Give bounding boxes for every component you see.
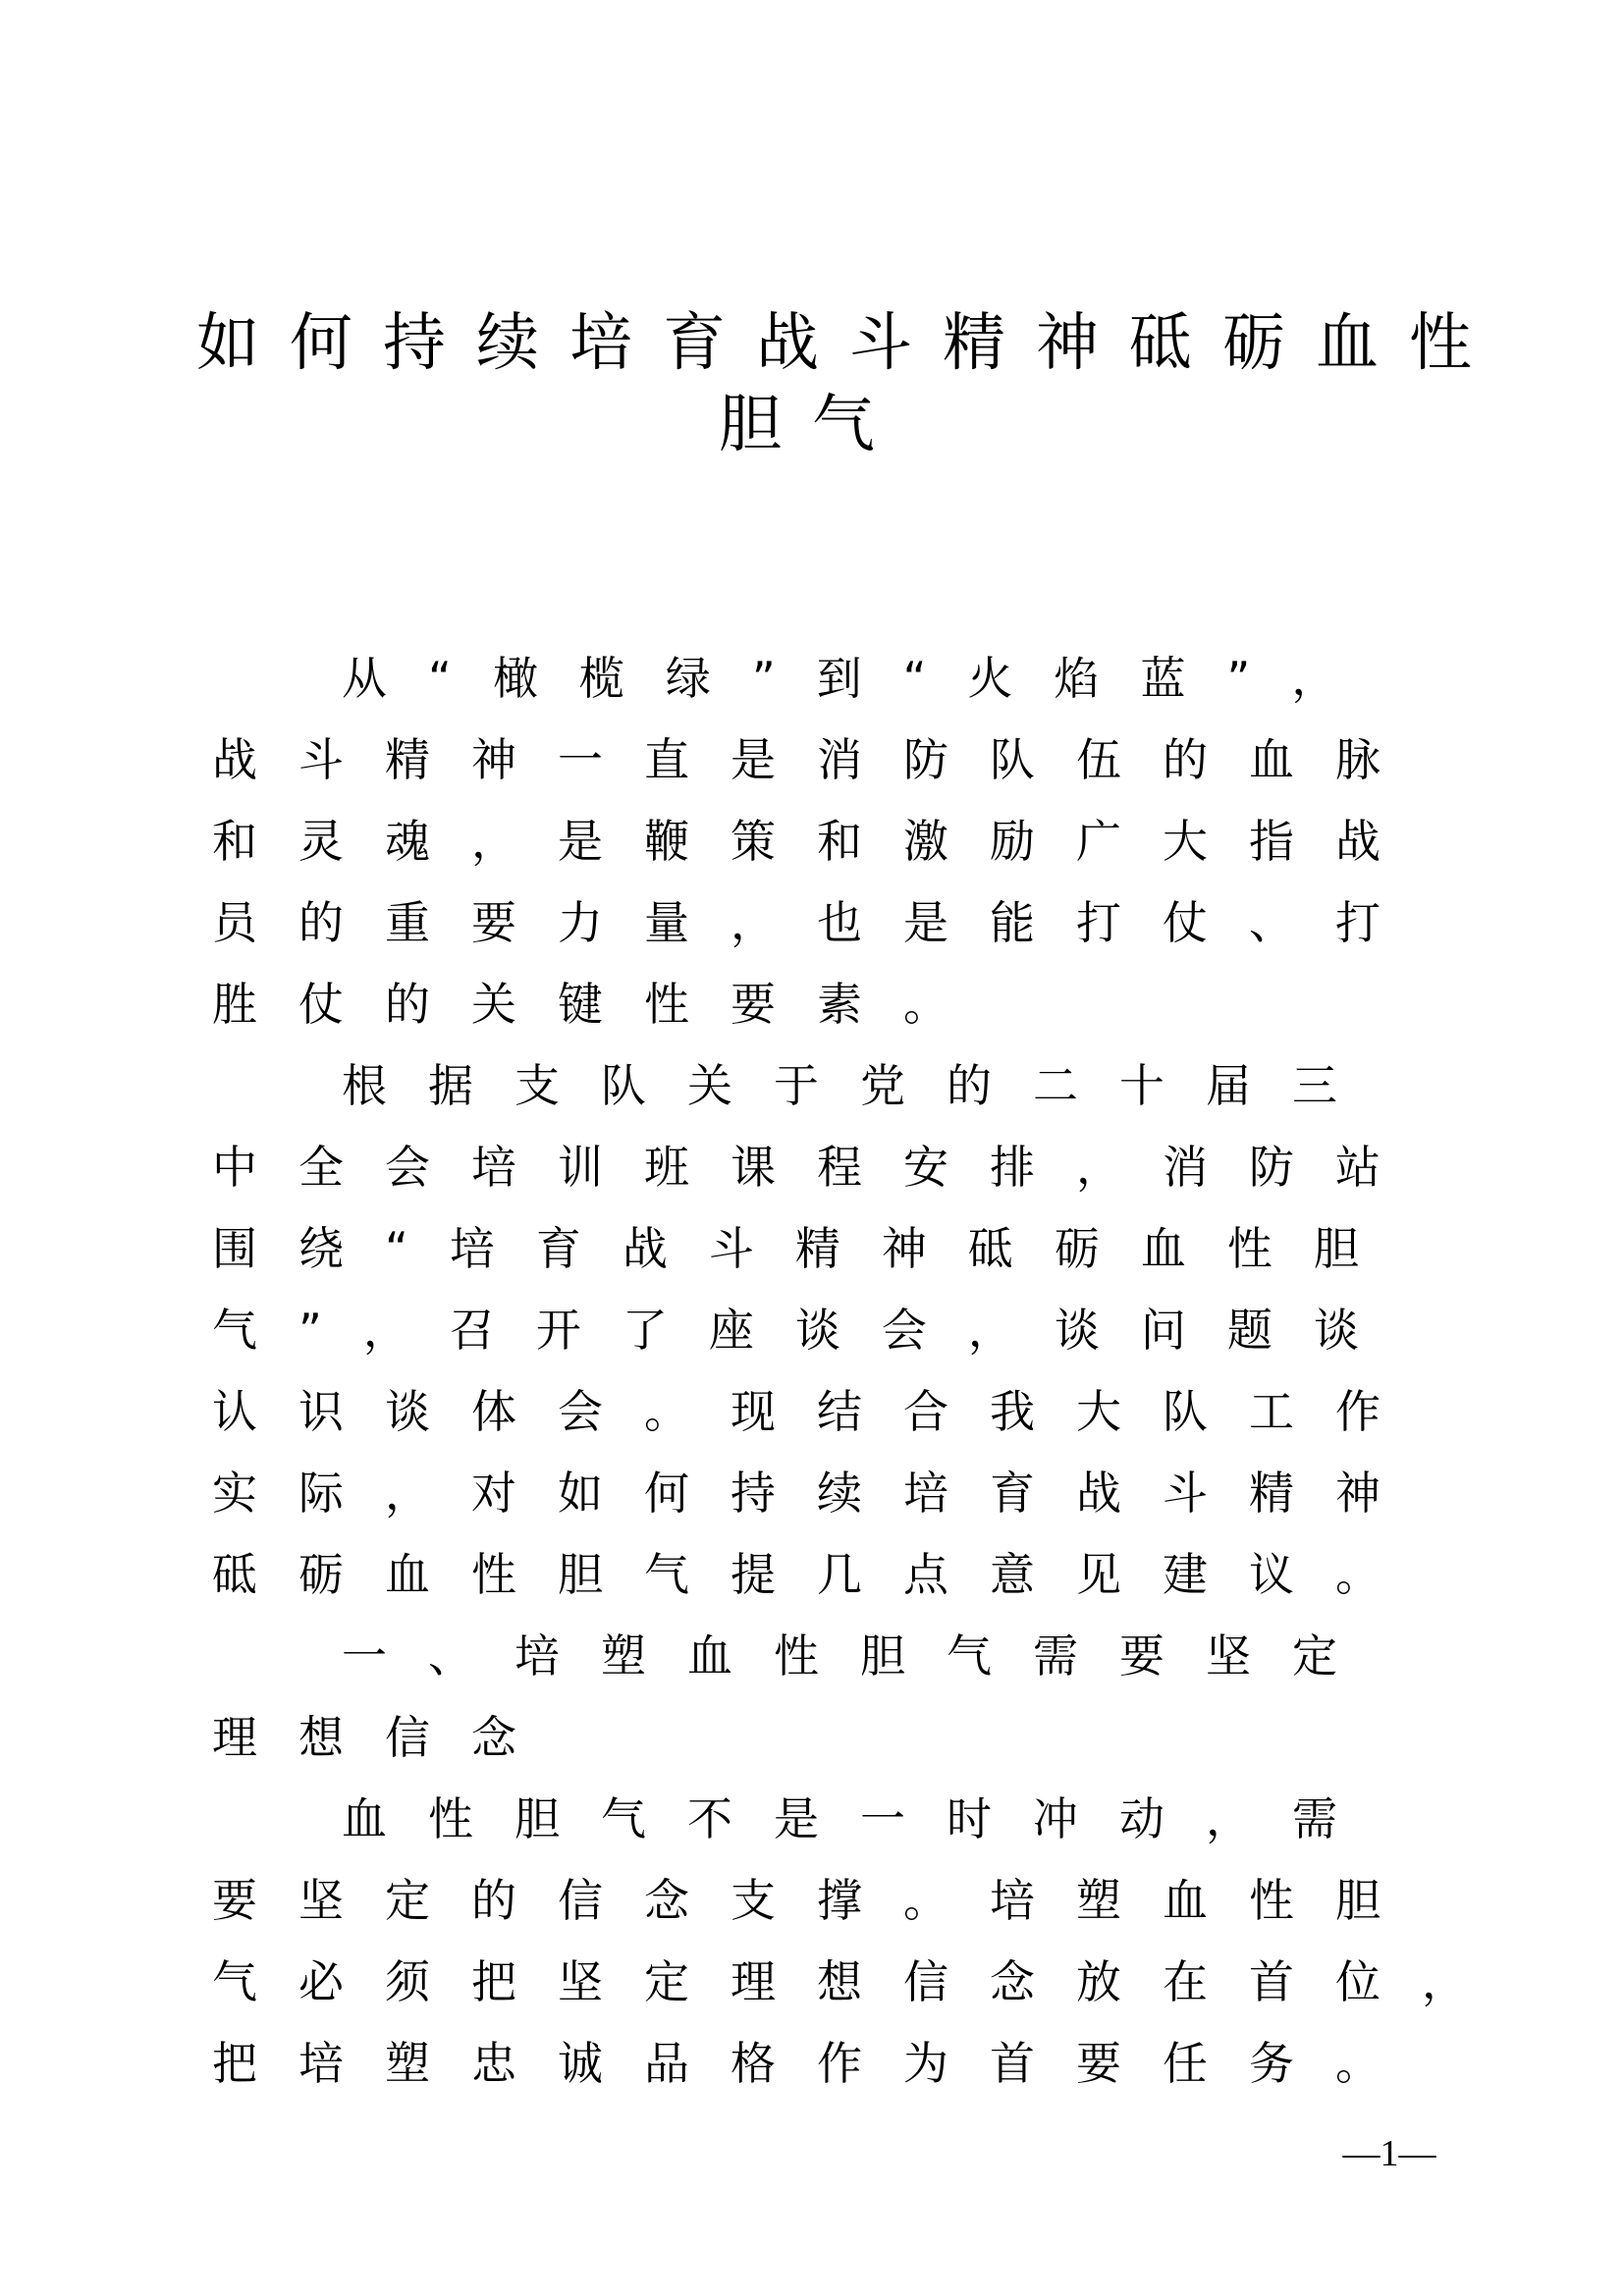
paragraph-3-line-3: 气必须把坚定理想信念放在首位， [212,1955,1508,2008]
paragraph-1-line-4: 员的重要力量，也是能打仗、打 [212,896,1422,949]
paragraph-3-line-4: 把培塑忠诚品格作为首要任务。 [212,2037,1422,2090]
paragraph-2-line-7: 砥砺血性胆气提几点意见建议。 [212,1548,1422,1601]
paragraph-2-line-4: 气”，召开了座谈会，谈问题谈 [212,1304,1400,1357]
section-heading-1-line-2: 理想信念 [212,1711,558,1764]
paragraph-1-line-1: 从“橄榄绿”到“火焰蓝”， [342,652,1379,705]
document-body [212,638,1508,2105]
paragraph-2-line-1: 根据支队关于党的二十届三 [342,1059,1379,1112]
page-number: —1— [1342,2133,1436,2174]
paragraph-2-line-3: 围绕“培育战斗精神砥砺血性胆 [212,1222,1400,1275]
paragraph-3-line-2: 要坚定的信念支撑。培塑血性胆 [212,1874,1422,1927]
document-title-line-2: 胆气 [719,389,905,461]
paragraph-2-line-2: 中全会培训班课程安排，消防站 [212,1141,1422,1194]
paragraph-2-line-6: 实际，对如何持续培育战斗精神 [212,1467,1422,1520]
section-heading-1-line-1: 一、培塑血性胆气需要坚定 [342,1629,1379,1682]
paragraph-1-line-2: 战斗精神一直是消防队伍的血脉 [212,733,1422,786]
paragraph-1-line-3: 和灵魂，是鞭策和激励广大指战 [212,815,1422,868]
document-title-line-1: 如何持续培育战斗精神砥砺血性 [196,307,1502,380]
paragraph-3-line-1: 血性胆气不是一时冲动，需 [342,1792,1379,1845]
paragraph-2-line-5: 认识谈体会。现结合我大队工作 [212,1385,1422,1438]
paragraph-1-line-5: 胜仗的关键性要素。 [212,978,990,1031]
